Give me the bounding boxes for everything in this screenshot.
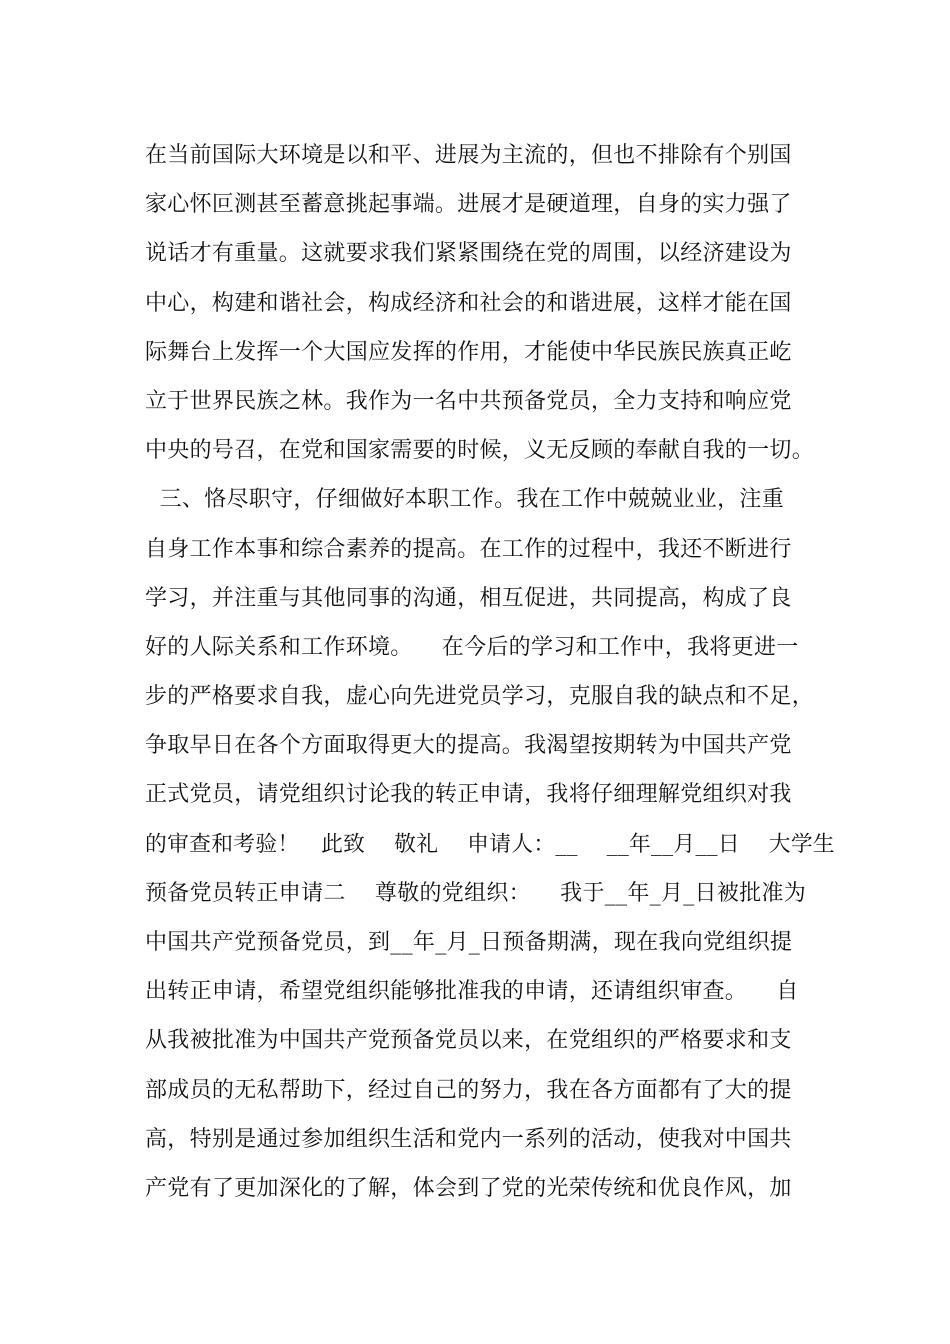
text-line: 际舞台上发挥一个大国应发挥的作用，才能使中华民族民族真正屹	[145, 339, 792, 365]
text-line: 中央的号召，在党和国家需要的时候，义无反顾的奉献自我的一切。	[145, 438, 815, 464]
text-line: 步的严格要求自我，虚心向先进党员学习，克服自我的缺点和不足，	[145, 684, 815, 710]
text-line: 学习，并注重与其他同事的沟通，相互促进，共同提高，构成了良	[145, 585, 792, 611]
text-line: 预备党员转正申请二 尊敬的党组织： 我于__年_月_日被批准为	[145, 880, 807, 906]
text-line: 从我被批准为中国共产党预备党员以来，在党组织的严格要求和支	[145, 1028, 792, 1054]
text-line: 好的人际关系和工作环境。 在今后的学习和工作中，我将更进一	[145, 634, 799, 660]
text-line: 产党有了更加深化的了解，体会到了党的光荣传统和优良作风，加	[145, 1175, 792, 1201]
text-line: 正式党员，请党组织讨论我的转正申请，我将仔细理解党组织对我	[145, 782, 792, 808]
text-line: 自身工作本事和综合素养的提高。在工作的过程中，我还不断进行	[145, 536, 792, 562]
text-line: 争取早日在各个方面取得更大的提高。我渴望按期转为中国共产党	[145, 733, 792, 759]
text-line: 在当前国际大环境是以和平、进展为主流的，但也不排除有个别国	[145, 143, 792, 168]
body-text	[145, 131, 835, 1213]
text-line: 部成员的无私帮助下，经过自己的努力，我在各方面都有了大的提	[145, 1077, 792, 1103]
text-line: 中心，构建和谐社会，构成经济和社会的和谐进展，这样才能在国	[145, 290, 792, 316]
text-line: 出转正申请，希望党组织能够批准我的申请，还请组织审查。 自	[145, 979, 799, 1005]
text-line: 的审查和考验！ 此致 敬礼 申请人：__ __年__月__日 大学生	[145, 831, 835, 857]
text-line: 三、恪尽职守，仔细做好本职工作。我在工作中兢兢业业，注重	[145, 487, 784, 513]
text-line: 高，特别是通过参加组织生活和党内一系列的活动，使我对中国共	[145, 1126, 792, 1152]
text-line: 立于世界民族之林。我作为一名中共预备党员，全力支持和响应党	[145, 388, 792, 414]
text-line: 说话才有重量。这就要求我们紧紧围绕在党的周围，以经济建设为	[145, 241, 792, 267]
text-line: 中国共产党预备党员，到__年_月_日预备期满，现在我向党组织提	[145, 930, 793, 955]
text-line: 家心怀叵测甚至蓄意挑起事端。进展才是硬道理，自身的实力强了	[145, 192, 792, 218]
